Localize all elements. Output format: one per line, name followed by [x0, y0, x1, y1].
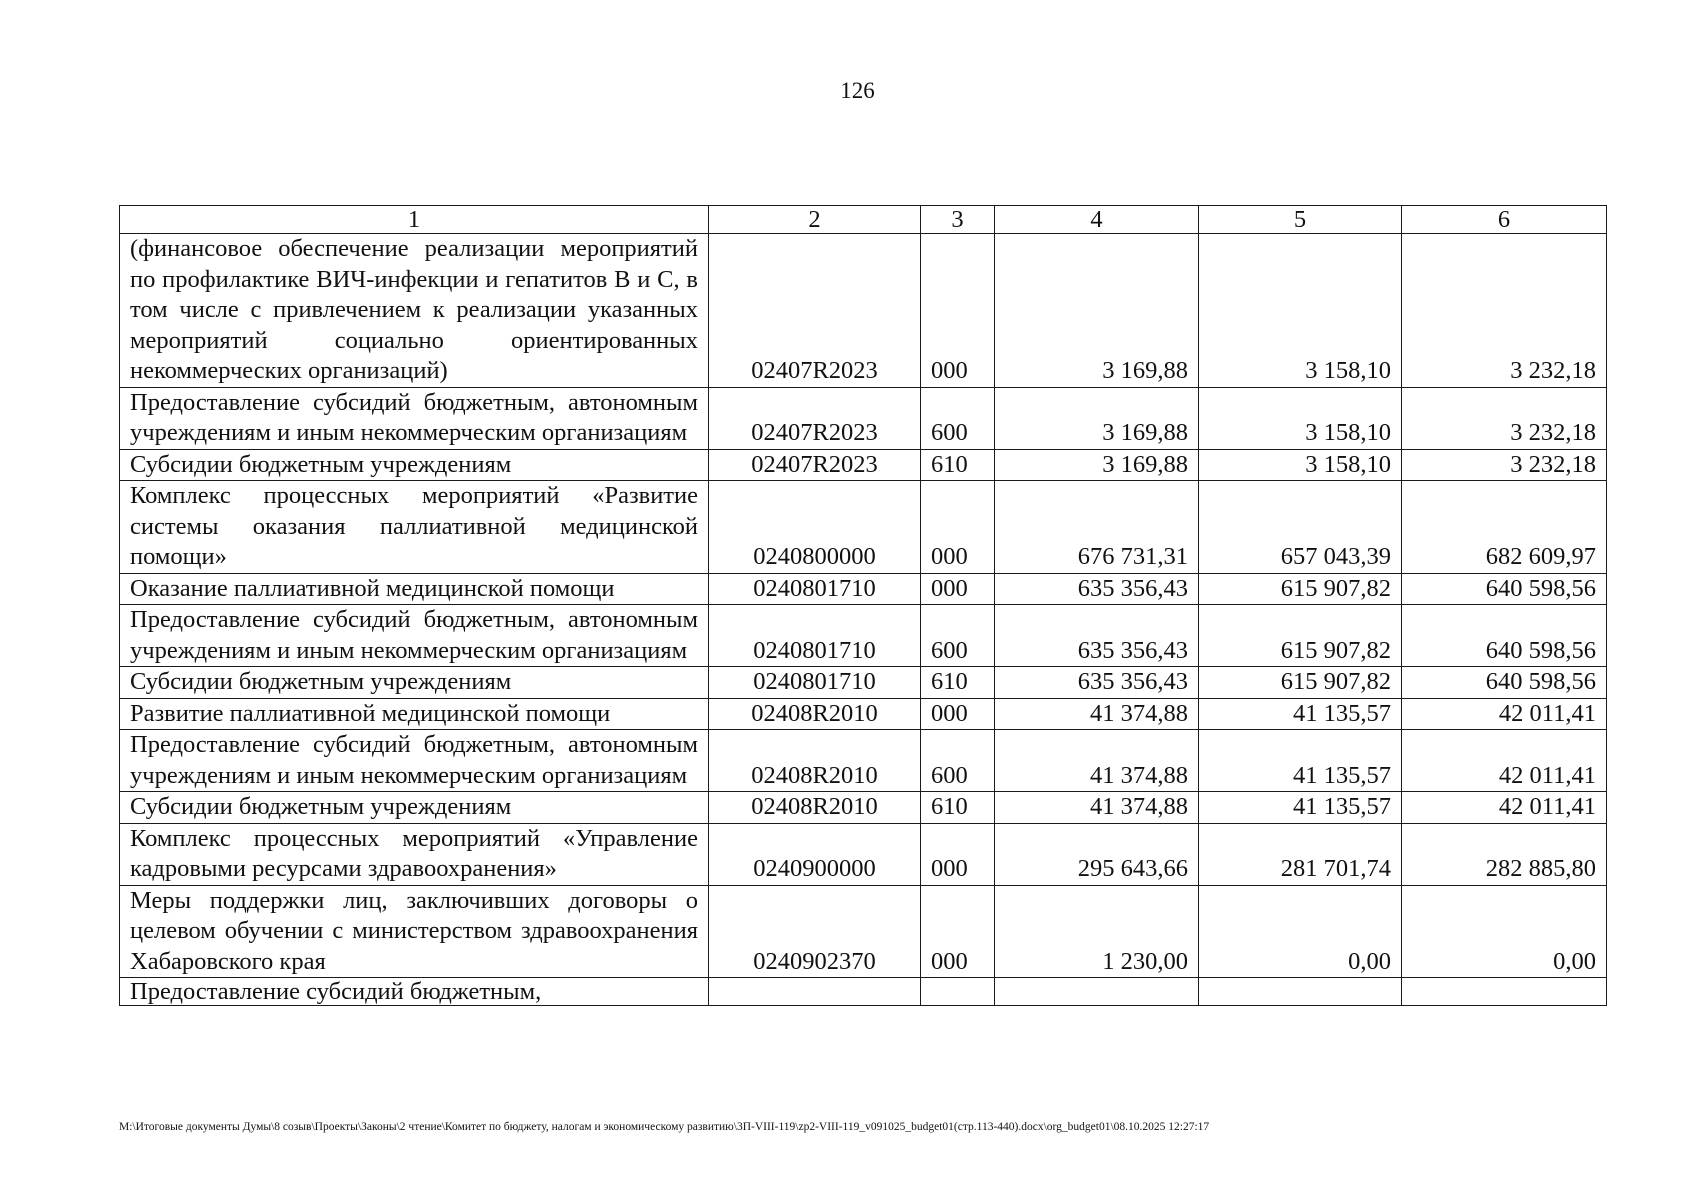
row-name-cell: Меры поддержки лиц, заключивших договоры о целевом обучении с министерством здравоохранения Хабаровского края: [120, 885, 709, 978]
row-type-cell: 610: [921, 792, 995, 824]
page-number: 126: [840, 78, 875, 103]
table-row: [120, 885, 1607, 978]
row-value-5-cell: 0,00: [1199, 885, 1402, 978]
row-value-6-cell: 0,00: [1402, 885, 1607, 978]
row-value-4-cell: 1 230,00: [995, 885, 1199, 978]
row-value-5-cell: 41 135,57: [1199, 792, 1402, 824]
row-value-6-cell: 640 598,56: [1402, 573, 1607, 605]
row-name-cell: Предоставление субсидий бюджетным, автономным учреждениям и иным некоммерческим организациям: [120, 605, 709, 667]
row-value-4-cell: 41 374,88: [995, 730, 1199, 792]
row-name-cell: Предоставление субсидий бюджетным, автономным учреждениям и иным некоммерческим организациям: [120, 730, 709, 792]
row-code-cell: 02407R2023: [709, 387, 921, 449]
header-col-5: 5: [1199, 206, 1402, 234]
row-value-4-cell: 676 731,31: [995, 481, 1199, 574]
row-value-6-cell: 3 232,18: [1402, 387, 1607, 449]
row-name-cell: Предоставление субсидий бюджетным,: [120, 978, 709, 1006]
row-type-cell: 000: [921, 885, 995, 978]
row-type-cell: 610: [921, 667, 995, 699]
row-value-4-cell: 41 374,88: [995, 792, 1199, 824]
table-row: [120, 481, 1607, 574]
row-name-cell: (финансовое обеспечение реализации мероприятий по профилактике ВИЧ-инфекции и гепатитов В и С, в том числе с привлечением к реализации указанных мероприятий социально ориентированных некоммерческих организаций): [120, 234, 709, 388]
row-code-cell: 02408R2010: [709, 730, 921, 792]
row-value-6-cell: [1402, 978, 1607, 1006]
row-code-cell: 02407R2023: [709, 449, 921, 481]
table-row: [120, 978, 1607, 1006]
row-type-cell: 610: [921, 449, 995, 481]
row-value-4-cell: 635 356,43: [995, 605, 1199, 667]
table-row: [120, 573, 1607, 605]
table-row: [120, 449, 1607, 481]
row-code-cell: 0240900000: [709, 823, 921, 885]
row-value-4-cell: 3 169,88: [995, 387, 1199, 449]
row-code-cell: 02408R2010: [709, 698, 921, 730]
row-value-4-cell: 295 643,66: [995, 823, 1199, 885]
row-value-5-cell: 615 907,82: [1199, 667, 1402, 699]
header-col-4: 4: [995, 206, 1199, 234]
row-value-4-cell: 41 374,88: [995, 698, 1199, 730]
table-row: [120, 667, 1607, 699]
row-value-6-cell: 42 011,41: [1402, 698, 1607, 730]
row-value-5-cell: 615 907,82: [1199, 605, 1402, 667]
row-value-5-cell: 615 907,82: [1199, 573, 1402, 605]
table-row: [120, 730, 1607, 792]
row-name-cell: Предоставление субсидий бюджетным, автономным учреждениям и иным некоммерческим организациям: [120, 387, 709, 449]
header-col-6: 6: [1402, 206, 1607, 234]
row-value-5-cell: 657 043,39: [1199, 481, 1402, 574]
row-value-6-cell: 3 232,18: [1402, 449, 1607, 481]
row-value-4-cell: [995, 978, 1199, 1006]
row-value-6-cell: 3 232,18: [1402, 234, 1607, 388]
table-row: [120, 234, 1607, 388]
row-code-cell: 0240800000: [709, 481, 921, 574]
row-value-6-cell: 640 598,56: [1402, 667, 1607, 699]
row-type-cell: 000: [921, 698, 995, 730]
table-row: [120, 698, 1607, 730]
row-value-6-cell: 640 598,56: [1402, 605, 1607, 667]
row-name-cell: Оказание паллиативной медицинской помощи: [120, 573, 709, 605]
row-type-cell: 000: [921, 481, 995, 574]
row-name-cell: Субсидии бюджетным учреждениям: [120, 449, 709, 481]
row-type-cell: 600: [921, 387, 995, 449]
row-value-4-cell: 3 169,88: [995, 234, 1199, 388]
row-type-cell: 000: [921, 234, 995, 388]
row-code-cell: [709, 978, 921, 1006]
row-name-cell: Субсидии бюджетным учреждениям: [120, 667, 709, 699]
table-body: [120, 206, 1607, 1006]
row-value-4-cell: 635 356,43: [995, 573, 1199, 605]
row-type-cell: 600: [921, 605, 995, 667]
row-value-4-cell: 635 356,43: [995, 667, 1199, 699]
row-value-6-cell: 42 011,41: [1402, 792, 1607, 824]
table-row: [120, 792, 1607, 824]
row-code-cell: 0240902370: [709, 885, 921, 978]
header-col-1: 1: [120, 206, 709, 234]
header-col-3: 3: [921, 206, 995, 234]
table-row: [120, 823, 1607, 885]
row-name-cell: Развитие паллиативной медицинской помощи: [120, 698, 709, 730]
table-header-row: [120, 206, 1607, 234]
row-value-5-cell: 281 701,74: [1199, 823, 1402, 885]
row-name-cell: Комплекс процессных мероприятий «Развитие системы оказания паллиативной медицинской помощи»: [120, 481, 709, 574]
row-value-6-cell: 282 885,80: [1402, 823, 1607, 885]
header-col-2: 2: [709, 206, 921, 234]
row-value-5-cell: [1199, 978, 1402, 1006]
row-type-cell: 000: [921, 823, 995, 885]
table-row: [120, 387, 1607, 449]
row-value-6-cell: 682 609,97: [1402, 481, 1607, 574]
row-code-cell: 02408R2010: [709, 792, 921, 824]
row-value-6-cell: 42 011,41: [1402, 730, 1607, 792]
row-value-5-cell: 41 135,57: [1199, 730, 1402, 792]
row-code-cell: 0240801710: [709, 605, 921, 667]
row-value-5-cell: 3 158,10: [1199, 234, 1402, 388]
document-file-path: M:\Итоговые документы Думы\8 созыв\Проекты\Законы\2 чтение\Комитет по бюджету, налогам и экономическому развитию\3П-VIII-119\zp2-VIII-119_v091025_budget01(стр.113-440).docx\org_budget01\08.10.2025 12:27:17: [119, 1121, 1210, 1133]
row-value-4-cell: 3 169,88: [995, 449, 1199, 481]
row-type-cell: 000: [921, 573, 995, 605]
row-name-cell: Субсидии бюджетным учреждениям: [120, 792, 709, 824]
row-name-cell: Комплекс процессных мероприятий «Управление кадровыми ресурсами здравоохранения»: [120, 823, 709, 885]
row-value-5-cell: 3 158,10: [1199, 449, 1402, 481]
row-value-5-cell: 3 158,10: [1199, 387, 1402, 449]
row-type-cell: [921, 978, 995, 1006]
budget-table: [119, 205, 1607, 1006]
row-code-cell: 0240801710: [709, 573, 921, 605]
row-value-5-cell: 41 135,57: [1199, 698, 1402, 730]
row-code-cell: 0240801710: [709, 667, 921, 699]
table-row: [120, 605, 1607, 667]
row-type-cell: 600: [921, 730, 995, 792]
row-code-cell: 02407R2023: [709, 234, 921, 388]
